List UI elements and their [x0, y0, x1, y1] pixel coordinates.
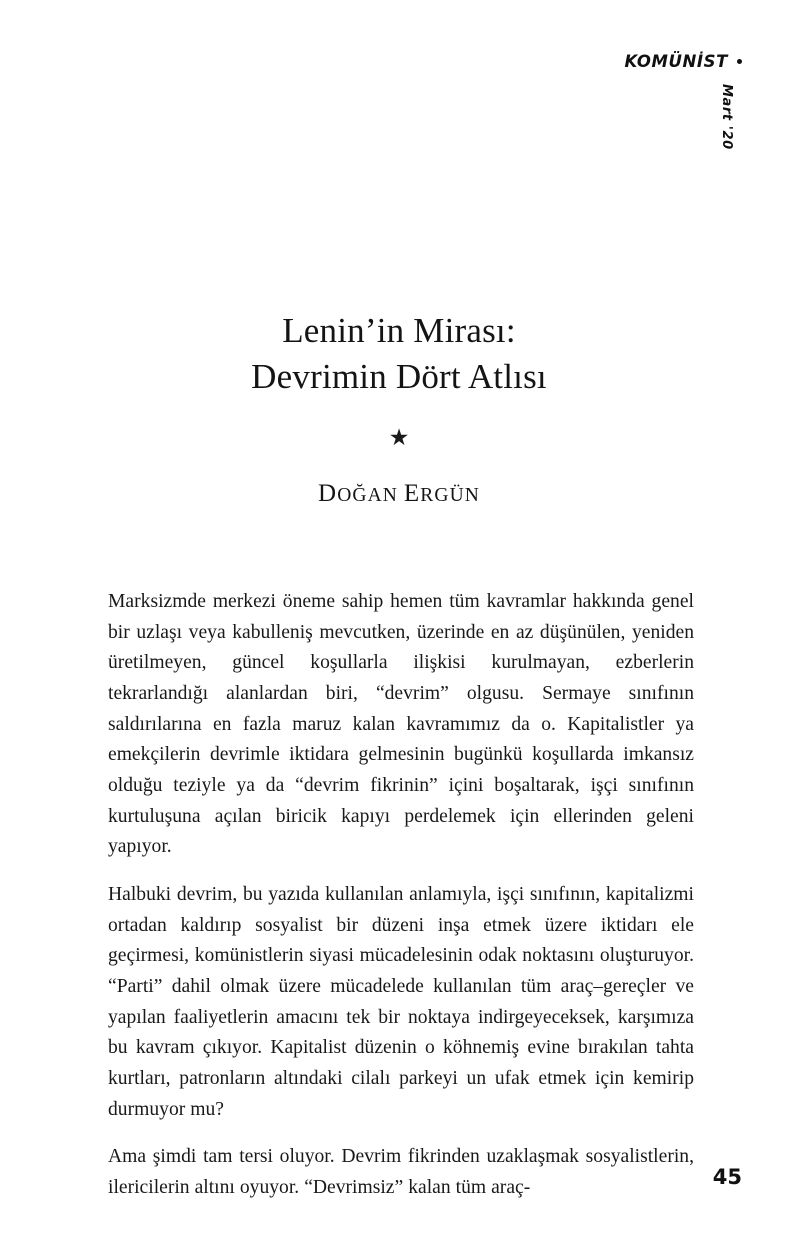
paragraph: Halbuki devrim, bu yazıda kullanılan anlamıyla, işçi sınıfının, kapitalizmi ortadan kaldırıp sosyalist bir düzeni inşa etmek üzere iktidarı ele geçirmesi, komünistlerin siyasi mücadelesinin odak noktasını oluşturuyor. “Parti” dahil olmak üzere mücadelede kullanılan tüm araç–gereçler ve yapılan faaliyetlerin amacını tek bir noktaya indirgeyeceksek, karşımıza bu kavram çıkıyor. Kapitalist düzenin o köhnemiş evine bırakılan tahta kurtları, patronların altındaki cilalı parkeyi un ufak etmek için kemirip durmuyor mu?	[108, 883, 694, 1120]
running-head	[625, 52, 742, 71]
title-line-1: Lenin’in Mirası:	[282, 311, 516, 350]
author-first-rest: OĞAN	[337, 485, 398, 506]
page-title	[0, 308, 798, 399]
issue-date: Mart '20	[719, 84, 734, 150]
article-body	[108, 587, 694, 1203]
author-initial-last: E	[403, 480, 421, 507]
author-initial-first: D	[318, 480, 338, 507]
page-number: 45	[712, 1165, 742, 1189]
paragraph: Ama şimdi tam tersi oluyor. Devrim fikrinden uzaklaşmak sosyalistlerin, ilericilerin altını oyuyor. “Devrimsiz” kalan tüm araç-	[108, 1146, 694, 1198]
article-title-block	[0, 308, 798, 508]
publication-title: KOMÜNİST	[624, 52, 728, 71]
paragraph: Marksizmde merkezi öneme sahip hemen tüm kavramlar hakkında genel bir uzlaşı veya kabulleniş mevcutken, üzerinde en az düşünülen, yeniden üretilmeyen, güncel koşullarla ilişkisi kurulmayan, ezberlerin tekrarlandığı alanlardan biri, “devrim” olgusu. Sermaye sınıfının saldırılarına en fazla maruz kalan kavramımız da o. Kapitalistler ya emekçilerin devrimle iktidara gelmesinin bugünkü koşullarda imkansız olduğu teziyle ya da “devrim fikrinin” içini boşaltarak, işçi sınıfının kurtuluşuna açılan biricik kapıyı perdelemek için ellerinden geleni yapıyor.	[108, 591, 694, 858]
issue-date-vertical	[720, 82, 742, 172]
author-byline	[0, 480, 798, 508]
star-icon: ★	[388, 425, 410, 450]
title-line-2: Devrimin Dört Atlısı	[251, 356, 547, 396]
author-last-rest: RGÜN	[420, 485, 480, 506]
bullet-dot-icon	[737, 59, 742, 64]
